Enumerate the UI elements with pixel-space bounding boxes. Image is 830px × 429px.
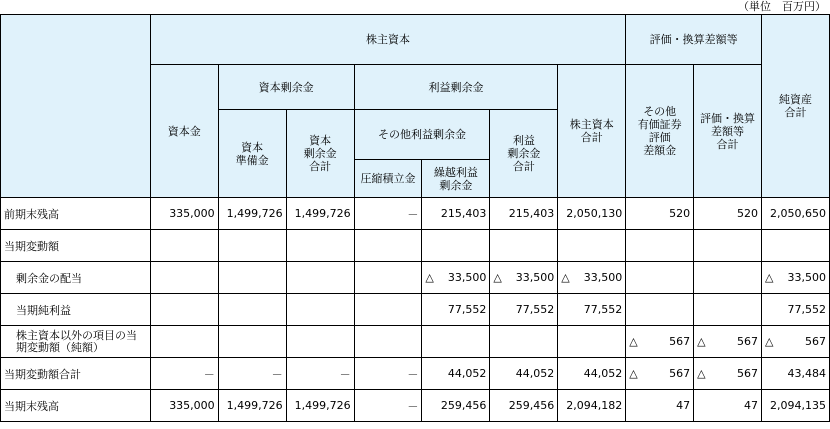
- row-cell: [354, 262, 422, 294]
- row-cell: －: [354, 358, 422, 390]
- header-hyoka-kansan: 評価・換算差額等: [626, 15, 762, 65]
- row-cell: －: [286, 358, 354, 390]
- row-cell: 44,052: [490, 358, 558, 390]
- row-cell: [490, 326, 558, 358]
- row-cell: [286, 262, 354, 294]
- row-cell: [150, 326, 218, 358]
- negative-mark-icon: △: [697, 367, 706, 380]
- row-cell: 2,050,650: [761, 198, 829, 230]
- table-row: [1, 230, 830, 262]
- row-cell: 335,000: [150, 198, 218, 230]
- row-cell: 1,499,726: [286, 390, 354, 422]
- row-cell: 520: [626, 198, 694, 230]
- row-cell: [626, 358, 694, 390]
- header-sonota-yuka: その他 有価証券 評価 差額金: [626, 65, 694, 198]
- unit-note: （単位 百万円）: [738, 0, 826, 13]
- header-junshisan-gokei: 純資産 合計: [761, 15, 829, 198]
- row-cell: [558, 326, 626, 358]
- row-label: 当期変動額合計: [1, 358, 151, 390]
- row-cell: 2,050,130: [558, 198, 626, 230]
- negative-amount: 567: [736, 335, 758, 348]
- row-cell: [761, 230, 829, 262]
- row-cell: [422, 326, 490, 358]
- row-cell: [218, 230, 286, 262]
- header-kabunushi-shihon: 株主資本: [150, 15, 626, 65]
- row-cell: [286, 326, 354, 358]
- row-cell: 335,000: [150, 390, 218, 422]
- row-cell: [626, 262, 694, 294]
- header-kurikoshi-rieki-joyokin: 繰越利益 剰余金: [422, 160, 490, 198]
- row-cell: [354, 230, 422, 262]
- negative-amount: 33,500: [515, 271, 555, 284]
- negative-amount: 567: [669, 367, 691, 380]
- row-cell: 77,552: [558, 294, 626, 326]
- row-cell: [626, 294, 694, 326]
- row-cell: 77,552: [490, 294, 558, 326]
- row-label: 前期末残高: [1, 198, 151, 230]
- negative-amount: 33,500: [583, 271, 623, 284]
- row-cell: [422, 230, 490, 262]
- row-cell: [490, 262, 558, 294]
- row-cell: 1,499,726: [218, 390, 286, 422]
- row-cell: [490, 230, 558, 262]
- row-cell: 259,456: [490, 390, 558, 422]
- negative-amount: 567: [669, 335, 691, 348]
- header-hyoka-kansan-gokei: 評価・換算 差額等 合計: [694, 65, 762, 198]
- row-cell: 47: [694, 390, 762, 422]
- table-row: [1, 326, 830, 358]
- negative-mark-icon: △: [764, 271, 774, 284]
- row-cell: [694, 358, 762, 390]
- row-cell: －: [218, 358, 286, 390]
- header-rieki-joyokin-gokei: 利益 剰余金 合計: [490, 110, 558, 198]
- table-row: [1, 294, 830, 326]
- row-cell: [422, 262, 490, 294]
- row-cell: [626, 230, 694, 262]
- negative-amount: 33,500: [787, 271, 826, 284]
- header-asshuku-tsumitatekin: 圧縮積立金: [354, 160, 422, 198]
- row-cell: 215,403: [422, 198, 490, 230]
- row-cell: [286, 230, 354, 262]
- row-cell: 1,499,726: [218, 198, 286, 230]
- row-cell: [150, 230, 218, 262]
- row-cell: [150, 294, 218, 326]
- row-cell: 43,484: [761, 358, 829, 390]
- row-cell: 2,094,182: [558, 390, 626, 422]
- row-cell: 44,052: [422, 358, 490, 390]
- row-cell: [694, 326, 762, 358]
- row-cell: [761, 262, 829, 294]
- negative-mark-icon: △: [764, 335, 774, 348]
- row-cell: [150, 262, 218, 294]
- header-sonota-rieki-joyokin: その他利益剰余金: [354, 110, 490, 160]
- negative-amount: 33,500: [447, 271, 487, 284]
- row-cell: [286, 294, 354, 326]
- row-cell: －: [150, 358, 218, 390]
- negative-mark-icon: △: [493, 271, 502, 284]
- row-cell: 47: [626, 390, 694, 422]
- row-cell: 2,094,135: [761, 390, 829, 422]
- row-cell: 77,552: [761, 294, 829, 326]
- negative-mark-icon: △: [629, 367, 638, 380]
- row-cell: [694, 262, 762, 294]
- row-label: 当期末残高: [1, 390, 151, 422]
- row-cell: 520: [694, 198, 762, 230]
- row-cell: [354, 326, 422, 358]
- row-label: 当期変動額: [1, 230, 151, 262]
- table-row: [1, 198, 830, 230]
- negative-mark-icon: △: [697, 335, 706, 348]
- row-label: 剰余金の配当: [1, 262, 151, 294]
- table-row: [1, 358, 830, 390]
- row-label: 当期純利益: [1, 294, 151, 326]
- negative-amount: 567: [736, 367, 758, 380]
- header-shihon-joyokin-gokei: 資本 剰余金 合計: [286, 110, 354, 198]
- negative-mark-icon: △: [561, 271, 570, 284]
- row-cell: 44,052: [558, 358, 626, 390]
- header-corner: [1, 15, 151, 198]
- header-kabunushi-shihon-gokei: 株主資本 合計: [558, 65, 626, 198]
- statement-table: [0, 14, 830, 422]
- row-cell: [218, 294, 286, 326]
- table-row: [1, 262, 830, 294]
- row-cell: [354, 294, 422, 326]
- header-shihonkin: 資本金: [150, 65, 218, 198]
- negative-amount: 567: [805, 335, 826, 348]
- negative-mark-icon: △: [629, 335, 638, 348]
- row-cell: －: [354, 198, 422, 230]
- row-cell: [694, 294, 762, 326]
- row-cell: 215,403: [490, 198, 558, 230]
- row-cell: [626, 326, 694, 358]
- row-cell: 1,499,726: [286, 198, 354, 230]
- row-cell: [558, 230, 626, 262]
- row-label: 株主資本以外の項目の当期変動額（純額）: [1, 326, 151, 358]
- row-cell: [761, 326, 829, 358]
- row-cell: 77,552: [422, 294, 490, 326]
- negative-mark-icon: △: [425, 271, 434, 284]
- row-cell: [558, 262, 626, 294]
- header-shihon-junbikin: 資本 準備金: [218, 110, 286, 198]
- header-rieki-joyokin: 利益剰余金: [354, 65, 558, 110]
- row-cell: 259,456: [422, 390, 490, 422]
- header-shihon-joyokin: 資本剰余金: [218, 65, 354, 110]
- row-cell: [694, 230, 762, 262]
- row-cell: [218, 262, 286, 294]
- row-cell: [218, 326, 286, 358]
- row-cell: －: [354, 390, 422, 422]
- table-row: [1, 390, 830, 422]
